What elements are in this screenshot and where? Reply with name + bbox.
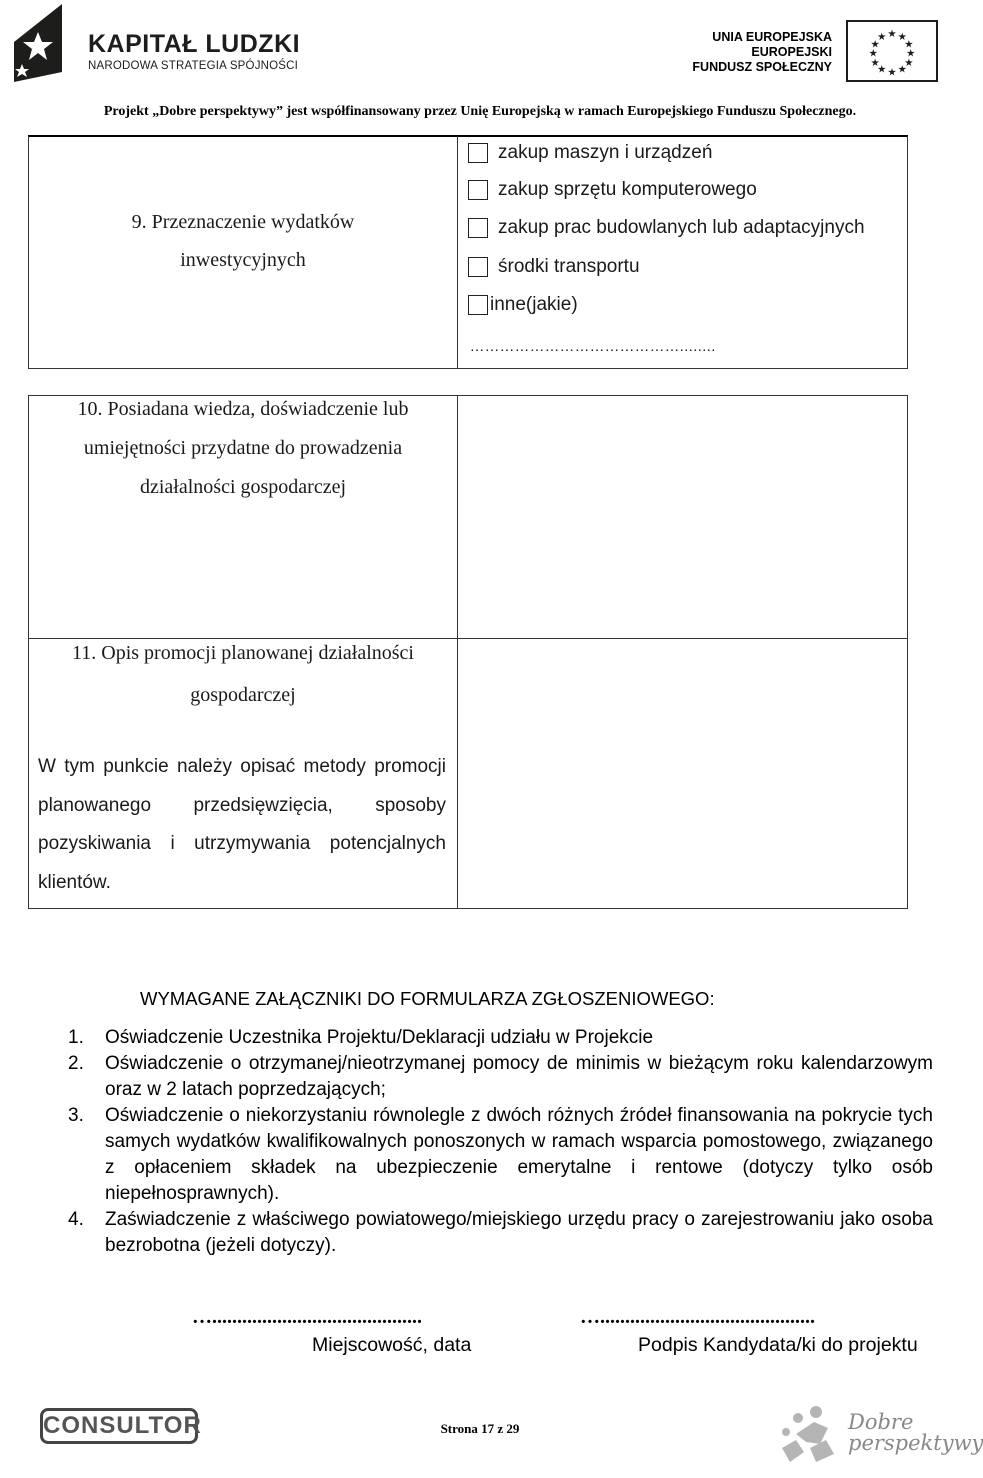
eu-line-3: FUNDUSZ SPOŁECZNY [692,60,832,74]
svg-text:★: ★ [877,63,887,76]
consultor-logo: CONSULTOR [40,1408,198,1444]
checkbox-machines[interactable] [468,143,488,163]
option-other-label: inne(jakie) [490,294,578,315]
svg-text:★: ★ [868,47,878,60]
place-date-label: Miejscowość, data [312,1334,472,1356]
list-item-text: Zaświadczenie z właściwego powiatowego/miejskiego urzędu pracy o zarejestrowaniu jako osoba bezrobotna (jeżeli dotyczy). [105,1209,933,1256]
section10-label [28,390,458,507]
checkbox-computer[interactable] [468,180,488,200]
eu-line-2: EUROPEJSKI [751,45,832,59]
option-computer-label: zakup sprzętu komputerowego [498,179,757,200]
section9-label-line2: inwestycyjnych [180,249,306,271]
svg-text:★: ★ [887,27,897,40]
section9-label-line1: 9. Przeznaczenie wydatków [131,211,355,233]
svg-text:★: ★ [897,63,907,76]
section11-answer-cell[interactable] [457,638,908,909]
option-other[interactable] [468,293,578,317]
svg-text:★: ★ [887,66,897,79]
signature-label: Podpis Kandydata/ki do projektu [638,1334,918,1356]
attachments-list [68,1025,933,1259]
section11-description: W tym punkcie należy opisać metody promocji planowanego przedsięwzięcia, sposoby pozyskiwania i utrzymywania potencjalnych klientów. [38,756,446,893]
checkbox-other[interactable] [468,295,488,315]
kapital-ludzki-title: KAPITAŁ LUDZKI [88,30,301,58]
option-construction-label: zakup prac budowlanych lub adaptacyjnych [498,217,865,238]
place-date-line[interactable]: ….......................................... [192,1306,422,1328]
option-transport[interactable] [468,255,640,279]
section11-title-line1: 11. Opis promocji planowanej działalności [72,642,414,664]
dobre-line1: Dobre [848,1410,914,1434]
eu-text-block [690,30,832,75]
section10-answer-cell[interactable] [457,395,908,639]
list-item-number: 2. [68,1053,84,1074]
section11-title-line2: gospodarczej [190,684,296,706]
section11-title [28,632,458,716]
list-item-text: Oświadczenie o otrzymanej/nieotrzymanej pomocy de minimis w bieżącym roku kalendarzowym oraz w 2 latach poprzedzających; [105,1053,933,1100]
project-cofinancing-line: Projekt „Dobre perspektywy” jest współfinansowany przez Unię Europejską w ramach Europejskiego Funduszu Społecznego. [103,104,857,119]
section10-line1: 10. Posiadana wiedza, doświadczenie lub [77,398,409,420]
signature-line[interactable]: …........................................... [580,1306,815,1328]
list-item [68,1207,933,1259]
option-computer[interactable] [468,178,757,202]
svg-text:★: ★ [897,30,907,43]
eu-flag-icon [846,20,938,82]
kapital-ludzki-subtitle: NARODOWA STRATEGIA SPÓJNOŚCI [88,60,299,72]
option-other-fill-line[interactable]: ……………………………………........ [470,340,716,355]
section9-label [28,203,458,279]
list-item-number: 4. [68,1209,84,1230]
kapital-ludzki-logo-icon [10,2,70,84]
dobre-perspektywy-logo-icon [776,1404,840,1466]
section10-line2: umiejętności przydatne do prowadzenia [83,437,403,459]
checkbox-construction[interactable] [468,218,488,238]
svg-text:★: ★ [877,30,887,43]
option-construction[interactable] [468,216,865,240]
list-item-number: 1. [68,1027,84,1048]
eu-line-1: UNIA EUROPEJSKA [712,30,832,44]
attachments-title: WYMAGANE ZAŁĄCZNIKI DO FORMULARZA ZGŁOSZENIOWEGO: [140,988,715,1009]
option-machines-label: zakup maszyn i urządzeń [498,142,713,163]
list-item-text: Oświadczenie Uczestnika Projektu/Deklaracji udziału w Projekcie [105,1027,654,1048]
svg-text:★: ★ [906,47,916,60]
list-item-number: 3. [68,1105,84,1126]
page-number: Strona 17 z 29 [440,1421,520,1436]
checkbox-transport[interactable] [468,257,488,277]
svg-text:★: ★ [870,38,880,51]
dobre-perspektywy-text [848,1412,983,1454]
option-transport-label: środki transportu [498,256,640,277]
list-item [68,1025,933,1051]
list-item-text: Oświadczenie o niekorzystaniu równolegle z dwóch różnych źródeł finansowania na pokrycie tych samych wydatków kwalifikowalnych ponoszonych w ramach wsparcia pomostowego, związanego z opłaceniem składek na ubezpieczenie emerytalne i rentowe (dotyczy tylko osób niepełnosprawnych). [105,1105,933,1204]
svg-text:★: ★ [904,38,914,51]
svg-text:★: ★ [870,56,880,69]
list-item [68,1051,933,1103]
list-item [68,1103,933,1207]
section9-options-cell [457,136,908,369]
option-machines[interactable] [468,141,712,165]
svg-text:★: ★ [904,56,914,69]
dobre-line2: perspektywy [848,1431,983,1455]
section10-line3: działalności gospodarczej [139,476,347,498]
